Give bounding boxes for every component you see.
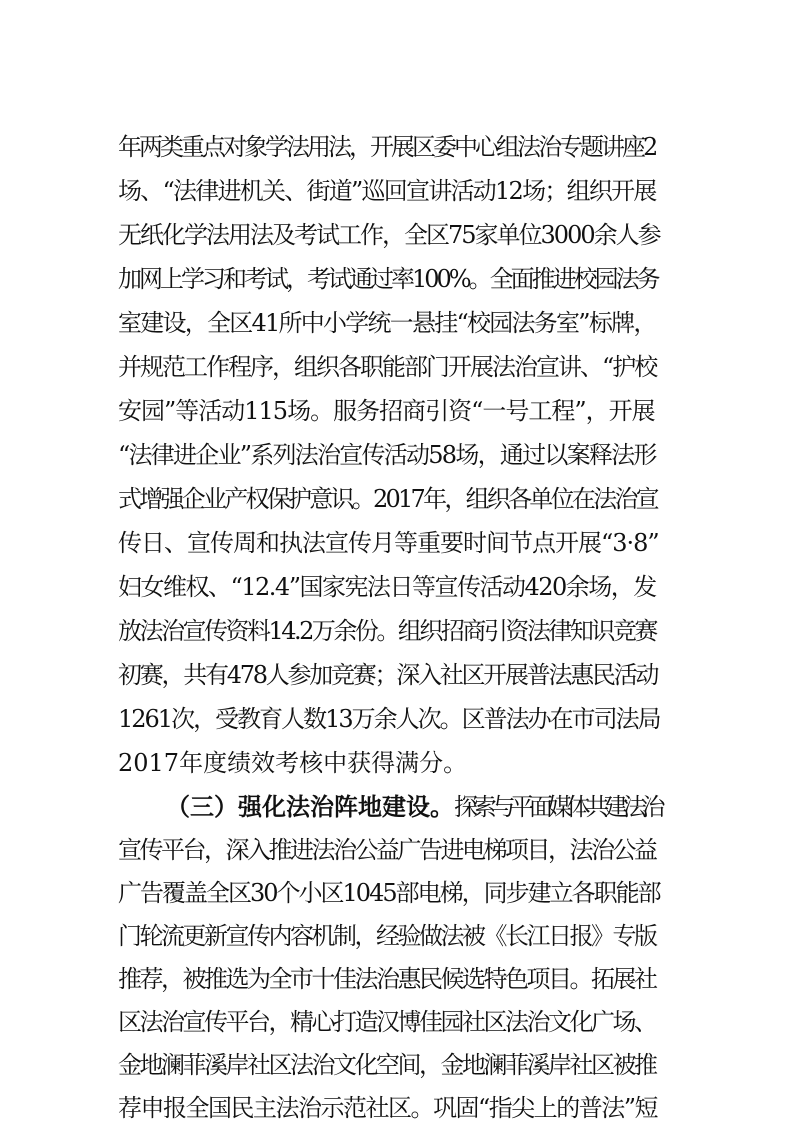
paragraph-1-line-1: 年两类重点对象学法用法，开展区委中心组法治专题讲座2 — [118, 133, 656, 161]
paragraph-2-line-1: 探索与平面媒体共建法治 — [454, 793, 661, 821]
paragraph-1-line-4: 加网上学习和考试，考试通过率100%。全面推进校园法务 — [118, 265, 658, 293]
paragraph-2-line-6: 区法治宣传平台，精心打造汉博佳园社区法治文化广场、 — [118, 1008, 656, 1036]
section-heading: （三）强化法治阵地建设。 — [166, 793, 454, 821]
paragraph-1-line-8: “法律进企业”系列法治宣传活动58场，通过以案释法形 — [118, 441, 656, 469]
paragraph-2-line-2: 宣传平台，深入推进法治公益广告进电梯项目，法治公益 — [118, 836, 656, 864]
paragraph-1-line-12: 放法治宣传资料14.2万余份。组织招商引资法律知识竞赛 — [118, 617, 656, 645]
paragraph-2-line-3: 广告覆盖全区30个小区1045部电梯，同步建立各职能部 — [118, 879, 660, 907]
paragraph-2-line-7: 金地澜菲溪岸社区法治文化空间，金地澜菲溪岸社区被推 — [118, 1051, 656, 1079]
paragraph-2-line-5: 推荐，被推选为全市十佳法治惠民候选特色项目。拓展社 — [118, 965, 656, 993]
paragraph-1-line-5: 室建设，全区41所中小学统一悬挂“校园法务室”标牌， — [118, 309, 656, 337]
paragraph-1-line-14: 1261次，受教育人数13万余人次。区普法办在市司法局 — [118, 705, 660, 733]
paragraph-1-line-6: 并规范工作程序，组织各职能部门开展法治宣讲、“护校 — [118, 353, 657, 381]
paragraph-1-line-2: 场、“法律进机关、街道”巡回宣讲活动12场；组织开展 — [118, 177, 656, 205]
paragraph-1-line-11: 妇女维权、“12.4”国家宪法日等宣传活动420余场，发 — [118, 573, 656, 601]
paragraph-1-line-15: 2017年度绩效考核中获得满分。 — [118, 749, 468, 777]
paragraph-1-line-3: 无纸化学法用法及考试工作，全区75家单位3000余人参 — [118, 221, 660, 249]
paragraph-2-line-4: 门轮流更新宣传内容机制，经验做法被《长江日报》专版 — [118, 922, 656, 950]
paragraph-1-line-7: 安园”等活动115场。服务招商引资“一号工程”，开展 — [118, 397, 655, 425]
paragraph-1-line-10: 传日、宣传周和执法宣传月等重要时间节点开展“3·8” — [118, 529, 659, 557]
paragraph-2-line-8: 荐申报全国民主法治示范社区。巩固“指尖上的普法”短 — [118, 1094, 658, 1122]
paragraph-1-line-13: 初赛，共有478人参加竞赛；深入社区开展普法惠民活动 — [118, 661, 658, 689]
paragraph-1-line-9: 式增强企业产权保护意识。2017年，组织各单位在法治宣 — [118, 485, 657, 513]
